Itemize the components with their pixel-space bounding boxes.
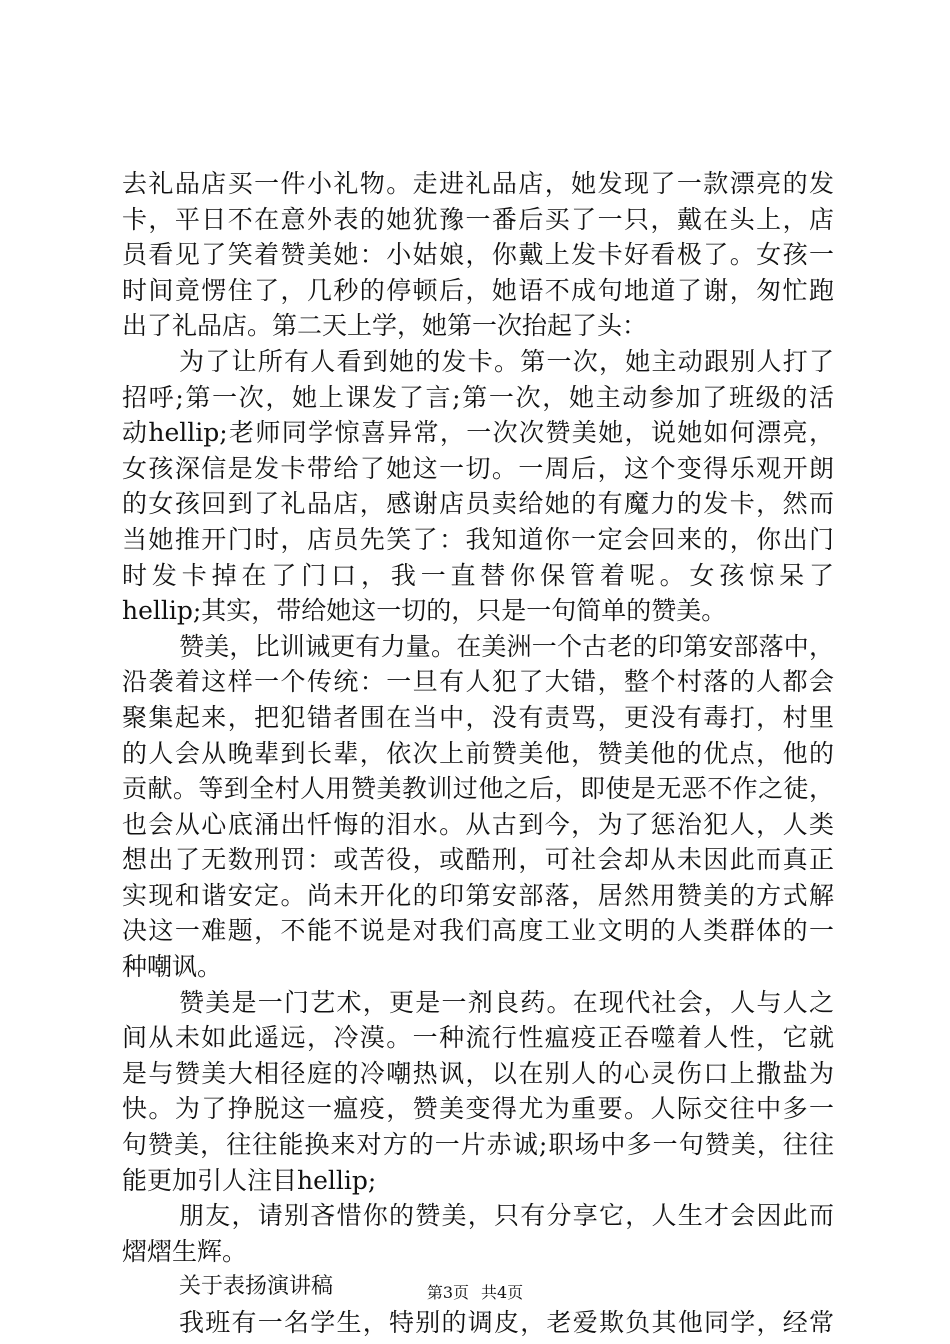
- page-footer: [0, 1280, 950, 1303]
- body-text: [122, 166, 834, 1341]
- text-line: 招呼;第一次，她上课发了言;第一次，她主动参加了班级的活: [122, 382, 834, 412]
- text-line: 聚集起来，把犯错者围在当中，没有责骂，更没有毒打，村里: [122, 702, 834, 732]
- section-heading: 关于表扬演讲稿: [179, 1274, 334, 1300]
- text-line: 是与赞美大相径庭的冷嘲热讽，以在别人的心灵伤口上撒盐为: [122, 1058, 834, 1088]
- text-line: 贡献。等到全村人用赞美教训过他之后，即使是无恶不作之徒，: [122, 774, 834, 804]
- page-total: 共4页: [481, 1283, 524, 1302]
- text-line: 出了礼品店。第二天上学，她第一次抬起了头：: [122, 311, 648, 341]
- text-line: 动hellip;老师同学惊喜异常，一次次赞美她，说她如何漂亮，: [122, 418, 834, 448]
- text-line: 当她推开门时，店员先笑了：我知道你一定会回来的，你出门: [122, 524, 834, 554]
- paragraph-first-line: 我班有一名学生，特别的调皮，老爱欺负其他同学，经常: [179, 1308, 834, 1337]
- text-line: 员看见了笑着赞美她：小姑娘，你戴上发卡好看极了。女孩一: [122, 240, 834, 270]
- text-line: 也会从心底涌出忏悔的泪水。从古到今，为了惩治犯人，人类: [122, 809, 834, 839]
- paragraph-first-line: 赞美，比训诫更有力量。在美洲一个古老的印第安部落中，: [179, 631, 834, 661]
- text-line: 实现和谐安定。尚未开化的印第安部落，居然用赞美的方式解: [122, 880, 834, 910]
- paragraph-first-line: 为了让所有人看到她的发卡。第一次，她主动跟别人打了: [179, 346, 834, 376]
- text-line: 沿袭着这样一个传统：一旦有人犯了大错，整个村落的人都会: [122, 667, 834, 697]
- text-line: 的人会从晚辈到长辈，依次上前赞美他，赞美他的优点，他的: [122, 738, 834, 768]
- text-line: 时间竟愣住了，几秒的停顿后，她语不成句地道了谢，匆忙跑: [122, 275, 834, 305]
- text-line: 句赞美，往往能换来对方的一片赤诚;职场中多一句赞美，往往: [122, 1130, 834, 1160]
- text-line: 女孩深信是发卡带给了她这一切。一周后，这个变得乐观开朗: [122, 453, 834, 483]
- text-line: 想出了无数刑罚：或苦役，或酷刑，可社会却从未因此而真正: [122, 845, 834, 875]
- text-line: 时发卡掉在了门口，我一直替你保管着呢。女孩惊呆了: [122, 560, 834, 590]
- text-line: 去礼品店买一件小礼物。走进礼品店，她发现了一款漂亮的发: [122, 169, 834, 198]
- page-number: 第3页: [426, 1283, 469, 1302]
- text-line: 卡，平日不在意外表的她犹豫一番后买了一只，戴在头上，店: [122, 204, 834, 234]
- text-line: 能更加引人注目hellip;: [122, 1165, 377, 1195]
- text-line: 快。为了挣脱这一瘟疫，赞美变得尤为重要。人际交往中多一: [122, 1094, 834, 1124]
- text-line: 熠熠生辉。: [122, 1236, 248, 1266]
- text-line: 种嘲讽。: [122, 952, 223, 982]
- paragraph-first-line: 赞美是一门艺术，更是一剂良药。在现代社会，人与人之: [179, 987, 834, 1017]
- text-line: 决这一难题，不能不说是对我们高度工业文明的人类群体的一: [122, 916, 834, 946]
- text-line: hellip;其实，带给她这一切的，只是一句简单的赞美。: [122, 596, 727, 626]
- text-line: 间从未如此遥远，冷漠。一种流行性瘟疫正吞噬着人性，它就: [122, 1023, 834, 1053]
- text-line: 的女孩回到了礼品店，感谢店员卖给她的有魔力的发卡，然而: [122, 489, 834, 519]
- paragraph-first-line: 朋友，请别吝惜你的赞美，只有分享它，人生才会因此而: [179, 1201, 834, 1231]
